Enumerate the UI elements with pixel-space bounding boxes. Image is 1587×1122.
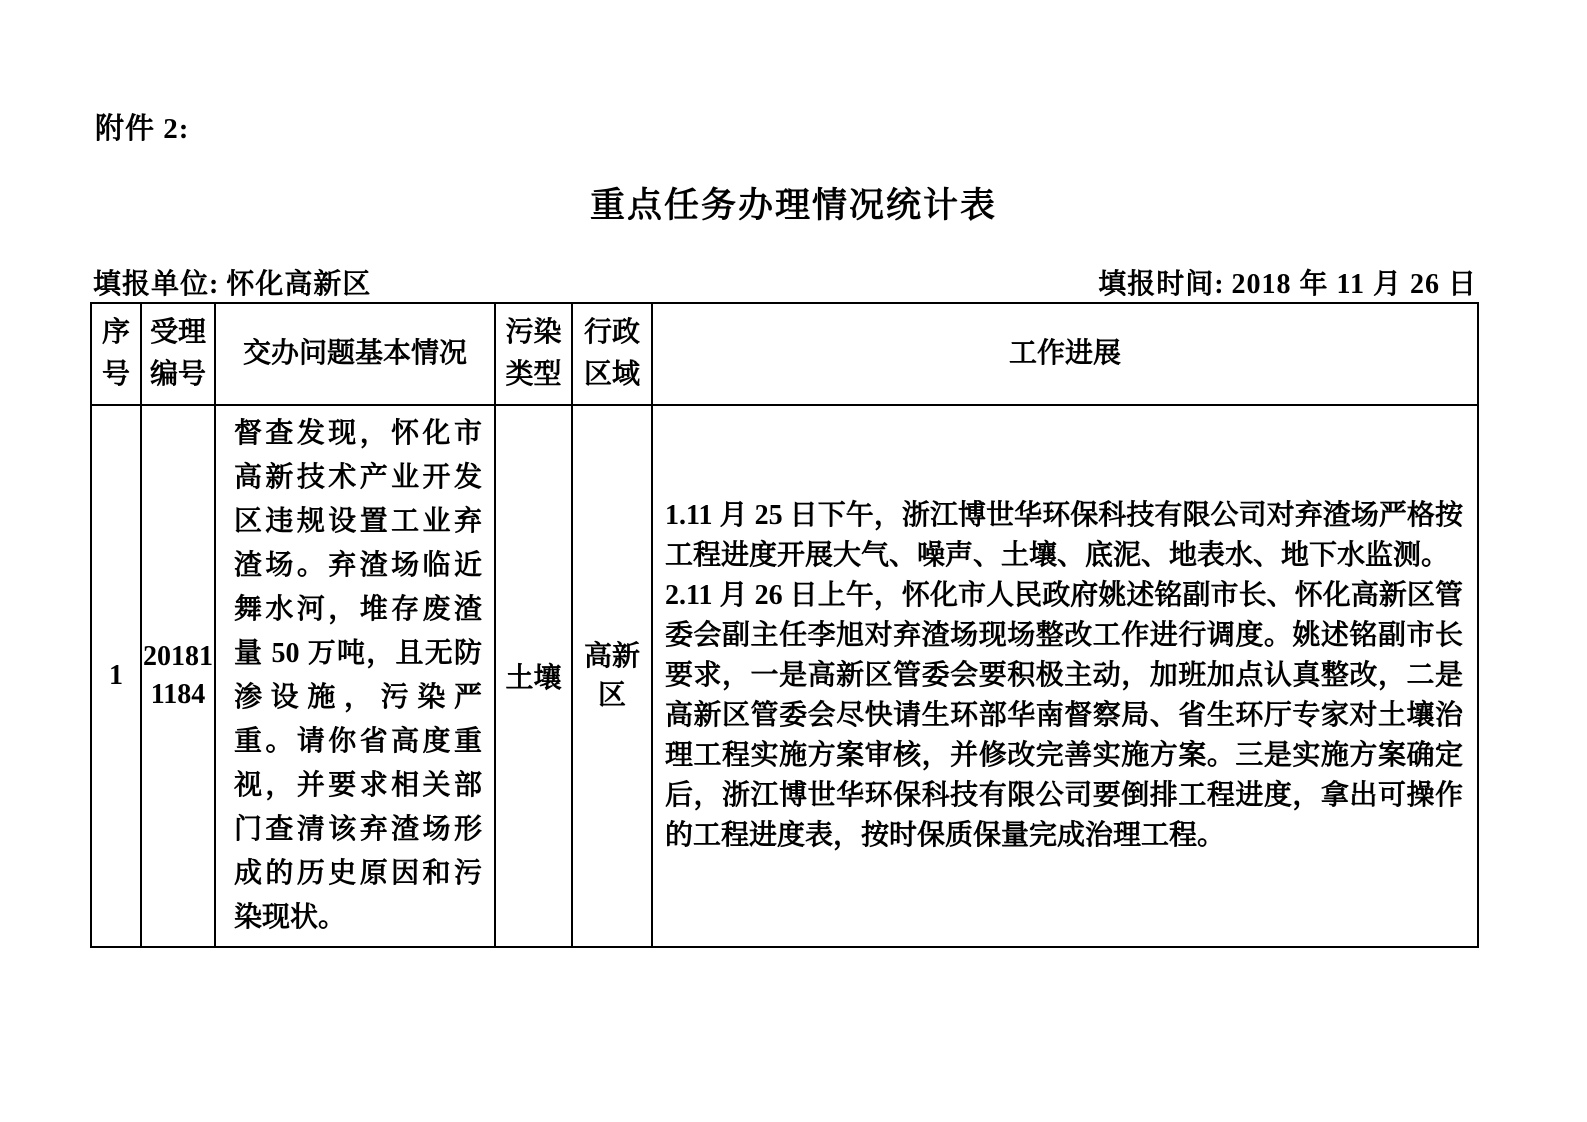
reporting-time-value: 2018 年 11 月 26 日 — [1231, 269, 1477, 300]
page-title: 重点任务办理情况统计表 — [589, 186, 997, 225]
header-progress: 工作进展 — [652, 303, 1478, 405]
header-region — [572, 303, 652, 405]
table-header-row — [91, 303, 1478, 405]
statistics-table — [90, 302, 1479, 948]
cell-problem: 督查发现，怀化市高新技术产业开发区违规设置工业弃渣场。弃渣场临近舞水河，堆存废渣量 50 万吨，且无防渗设施，污染严重。请你省高度重视，并要求相关部门查清该弃渣场形成的历史原因和污染现状。 — [215, 405, 495, 947]
header-problem: 交办问题基本情况 — [215, 303, 495, 405]
case-no-line2: 1184 — [150, 679, 206, 710]
header-seq-line2: 号 — [101, 359, 130, 390]
attachment-label: 附件 2: — [95, 113, 190, 145]
header-region-line2: 区域 — [583, 359, 640, 390]
cell-pollution-type: 土壤 — [495, 405, 572, 947]
header-seq — [91, 303, 141, 405]
table-row — [91, 405, 1478, 947]
header-case-no-line1: 受理 — [149, 317, 206, 348]
report-meta-row — [93, 262, 1477, 302]
cell-region: 高新区 — [572, 405, 652, 947]
cell-progress — [652, 405, 1478, 947]
reporting-time-label: 填报时间: — [1098, 269, 1225, 300]
header-seq-line1: 序 — [101, 317, 130, 348]
header-pollution-type — [495, 303, 572, 405]
reporting-unit — [93, 262, 371, 302]
progress-paragraph-2: 2.11 月 26 日上午，怀化市人民政府姚述铭副市长、怀化高新区管委会副主任李旭对弃渣场现场整改工作进行调度。姚述铭副市长要求，一是高新区管委会要积极主动，加班加点认真整改，二是高新区管委会尽快请生环部华南督察局、省生环厅专家对土壤治理工程实施方案审核，并修改完善实施方案。三是实施方案确定后，浙江博世华环保科技有限公司要倒排工程进度，拿出可操作的工程进度表，按时保质保量完成治理工程。 — [665, 580, 1463, 851]
header-pollution-line2: 类型 — [505, 359, 562, 390]
header-pollution-line1: 污染 — [505, 317, 562, 348]
cell-case-no — [141, 405, 215, 947]
header-region-line1: 行政 — [583, 317, 640, 348]
cell-seq: 1 — [91, 405, 141, 947]
case-no-line1: 20181 — [143, 641, 213, 673]
reporting-unit-label: 填报单位: — [93, 269, 220, 300]
reporting-unit-value: 怀化高新区 — [226, 269, 372, 300]
header-case-no-line2: 编号 — [149, 359, 206, 390]
reporting-time — [1098, 262, 1477, 302]
header-case-no — [141, 303, 215, 405]
progress-paragraph-1: 1.11 月 25 日下午，浙江博世华环保科技有限公司对弃渣场严格按工程进度开展大气、噪声、土壤、底泥、地表水、地下水监测。 — [665, 500, 1463, 571]
